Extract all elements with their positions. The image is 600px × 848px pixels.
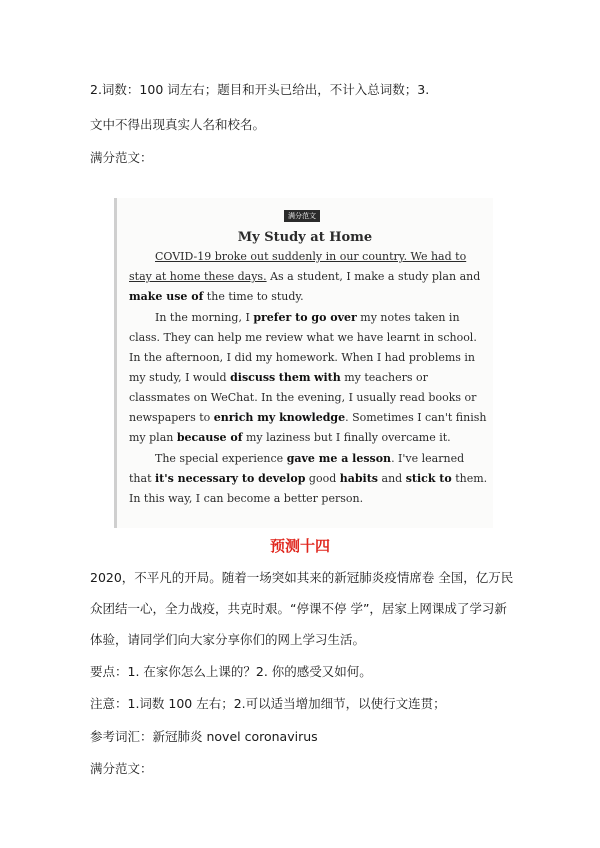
- essay-badge: 满分范文: [284, 210, 320, 222]
- instruction-line-1: 2.词数：100 词左右；题目和开头已给出，不计入总词数；3.: [90, 82, 430, 97]
- essay-title: My Study at Home: [237, 230, 373, 245]
- section-title: 预测十四: [269, 537, 330, 555]
- essay-line: class. They can help me review what we have learnt in school.: [129, 331, 477, 344]
- essay-line: In this way, I can become a better person.: [129, 492, 364, 505]
- model-essay-label: 满分范文：: [90, 150, 153, 165]
- notes: 注意：1.词数 100 左右；2.可以适当增加细节，以使行文连贯；: [90, 696, 446, 711]
- prompt-line-1: 2020，不平凡的开局。随着一场突如其来的新冠肺炎疫情席卷 全国，亿万民: [90, 570, 514, 585]
- essay-line: my study, I would discuss them with my teachers or: [129, 371, 428, 384]
- instruction-line-2: 文中不得出现真实人名和校名。: [90, 117, 266, 132]
- key-points: 要点：1. 在家你怎么上课的？2. 你的感受又如何。: [90, 664, 372, 679]
- essay-line: that it's necessary to develop good habits and stick to them.: [129, 472, 488, 485]
- essay-line: COVID-19 broke out suddenly in our country. We had to: [155, 250, 467, 263]
- essay-line: In the morning, I prefer to go over my notes taken in: [155, 311, 460, 324]
- model-essay-label-2: 满分范文：: [90, 761, 153, 776]
- reference-vocab: 参考词汇：新冠肺炎 novel coronavirus: [90, 729, 318, 744]
- essay-line: my plan because of my laziness but I finally overcame it.: [129, 431, 451, 444]
- essay-line: The special experience gave me a lesson. I've learned: [155, 452, 465, 465]
- essay-line: stay at home these days. As a student, I make a study plan and: [129, 270, 481, 283]
- essay-line: classmates on WeChat. In the evening, I usually read books or: [129, 391, 477, 404]
- essay-line: In the afternoon, I did my homework. When I had problems in: [129, 351, 476, 364]
- prompt-line-2: 众团结一心，全力战疫，共克时艰。“停课不停 学”，居家上网课成了学习新: [90, 601, 507, 616]
- essay-line: make use of the time to study.: [129, 290, 304, 303]
- essay-scan-image: [114, 198, 493, 528]
- essay-line: newspapers to enrich my knowledge. Sometimes I can't finish: [129, 411, 487, 424]
- prompt-line-3: 体验，请同学们向大家分享你们的网上学习生活。: [90, 632, 366, 647]
